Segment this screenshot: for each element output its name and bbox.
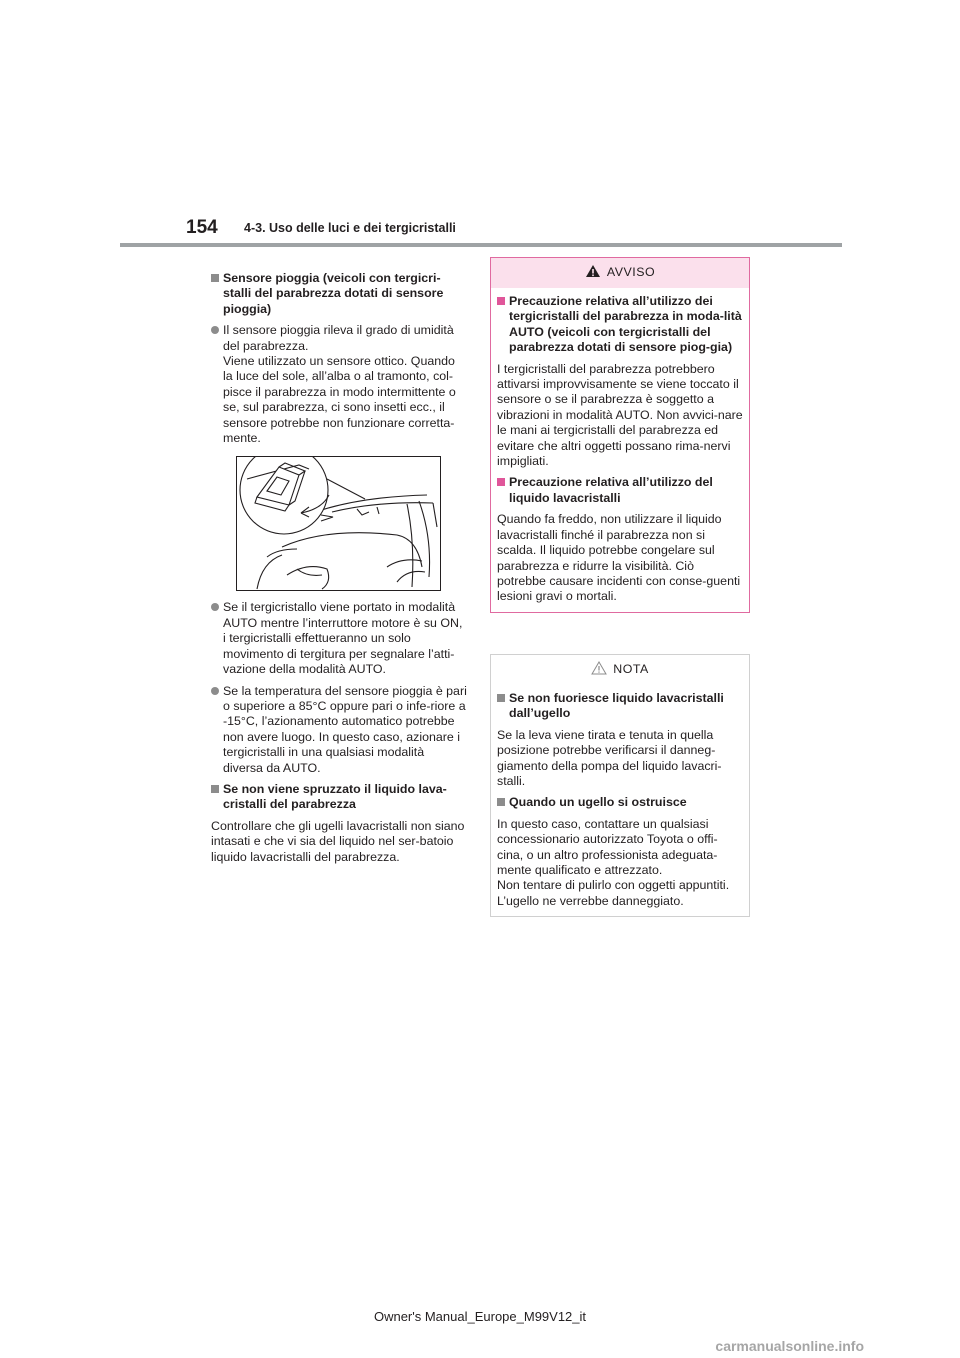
square-bullet-icon (211, 274, 219, 282)
note-paragraph: In questo caso, contattare un qualsiasi concessionario autorizzato Toyota o offi-cina, o un altro professionista adeguata-mente qualificato e attrezzato. (497, 816, 718, 878)
note-heading: Se non fuoriesce liquido lavacristalli dall’ugello (497, 691, 743, 722)
left-column (211, 271, 467, 871)
note-header: NOTA (491, 655, 749, 685)
bullet-item: Se la temperatura del sensore pioggia è pari o superiore a 85°C oppure pari o infe-riore a -15°C, l’azionamento automatico potrebbe non avere luogo. In questo caso, azionare i tergicristalli in una qualsiasi modalità diversa da AUTO. (211, 684, 467, 776)
paragraph: Controllare che gli ugelli lavacristalli non siano intasati e che vi sia del liquido nel ser-batoio liquido lavacristalli del parabrezza. (211, 818, 465, 864)
warning-icon (585, 264, 601, 282)
section-title: 4-3. Uso delle luci e dei tergicristalli (244, 221, 456, 235)
bullet-item: Il sensore pioggia rileva il grado di umidità del parabrezza. Viene utilizzato un sensore ottico. Quando la luce del sole, all’alba o al tramonto, col-pisce il parabrezza in modo intermittente o se, sul parabrezza, ci sono insetti ecc., il sensore potrebbe non funzionare corretta-mente. (211, 323, 467, 446)
square-bullet-icon (497, 478, 505, 486)
page-number: 154 (186, 217, 218, 238)
rain-sensor-illustration (236, 456, 441, 591)
round-bullet-icon (211, 326, 219, 334)
square-bullet-icon (211, 785, 219, 793)
warning-paragraph: Quando fa freddo, non utilizzare il liquido lavacristalli finché il parabrezza non si scalda. Il liquido potrebbe congelare sul parabrezza e ridurre la visibilità. Ciò potrebbe causare incidenti con conse-guenti lesioni gravi o mortali. (497, 512, 741, 604)
warning-header: AVVISO (491, 258, 749, 288)
footer-text: Owner's Manual_Europe_M99V12_it (373, 1309, 587, 1324)
warning-heading: Precauzione relativa all’utilizzo dei tergicristalli del parabrezza in moda-lità AUTO (veicoli con tergicristalli del parabrezza dotati di sensore piog-gia) (497, 294, 743, 356)
warning-heading: Precauzione relativa all’utilizzo del liquido lavacristalli (497, 475, 743, 506)
watermark: carmanualsonline.info (715, 1338, 864, 1354)
warning-paragraph: I tergicristalli del parabrezza potrebbero attivarsi improvvisamente se viene toccato il sensore o se il parabrezza è soggetto a vibrazioni in modalità AUTO. Non avvici-nare le mani ai tergicristalli del parabrezza ed evitare che altri oggetti possano rima-nervi impigliati. (497, 361, 743, 469)
note-paragraph: Non tentare di pulirlo con oggetti appuntiti. L’ugello ne verrebbe danneggiato. (497, 878, 730, 908)
round-bullet-icon (211, 687, 219, 695)
section-heading: Sensore pioggia (veicoli con tergicri-stalli del parabrezza dotati di sensore pioggia) (211, 271, 467, 317)
caution-outline-icon (591, 661, 607, 679)
note-paragraph: Se la leva viene tirata e tenuta in quella posizione potrebbe verificarsi il danneg-giamento della pompa del liquido lavacri-stalli. (497, 727, 722, 789)
bullet-item: Se il tergicristallo viene portato in modalità AUTO mentre l’interruttore motore è su ON, i tergicristalli effettueranno un solo movimento di tergitura per segnalare l’atti-vazione della modalità AUTO. (211, 600, 467, 677)
warning-box (490, 257, 750, 613)
round-bullet-icon (211, 603, 219, 611)
note-heading: Quando un ugello si ostruisce (497, 795, 743, 810)
square-bullet-icon (497, 297, 505, 305)
section-heading: Se non viene spruzzato il liquido lava-cristalli del parabrezza (211, 782, 467, 813)
square-bullet-icon (497, 798, 505, 806)
square-bullet-icon (497, 694, 505, 702)
note-box (490, 654, 750, 917)
header-rule (120, 243, 842, 247)
